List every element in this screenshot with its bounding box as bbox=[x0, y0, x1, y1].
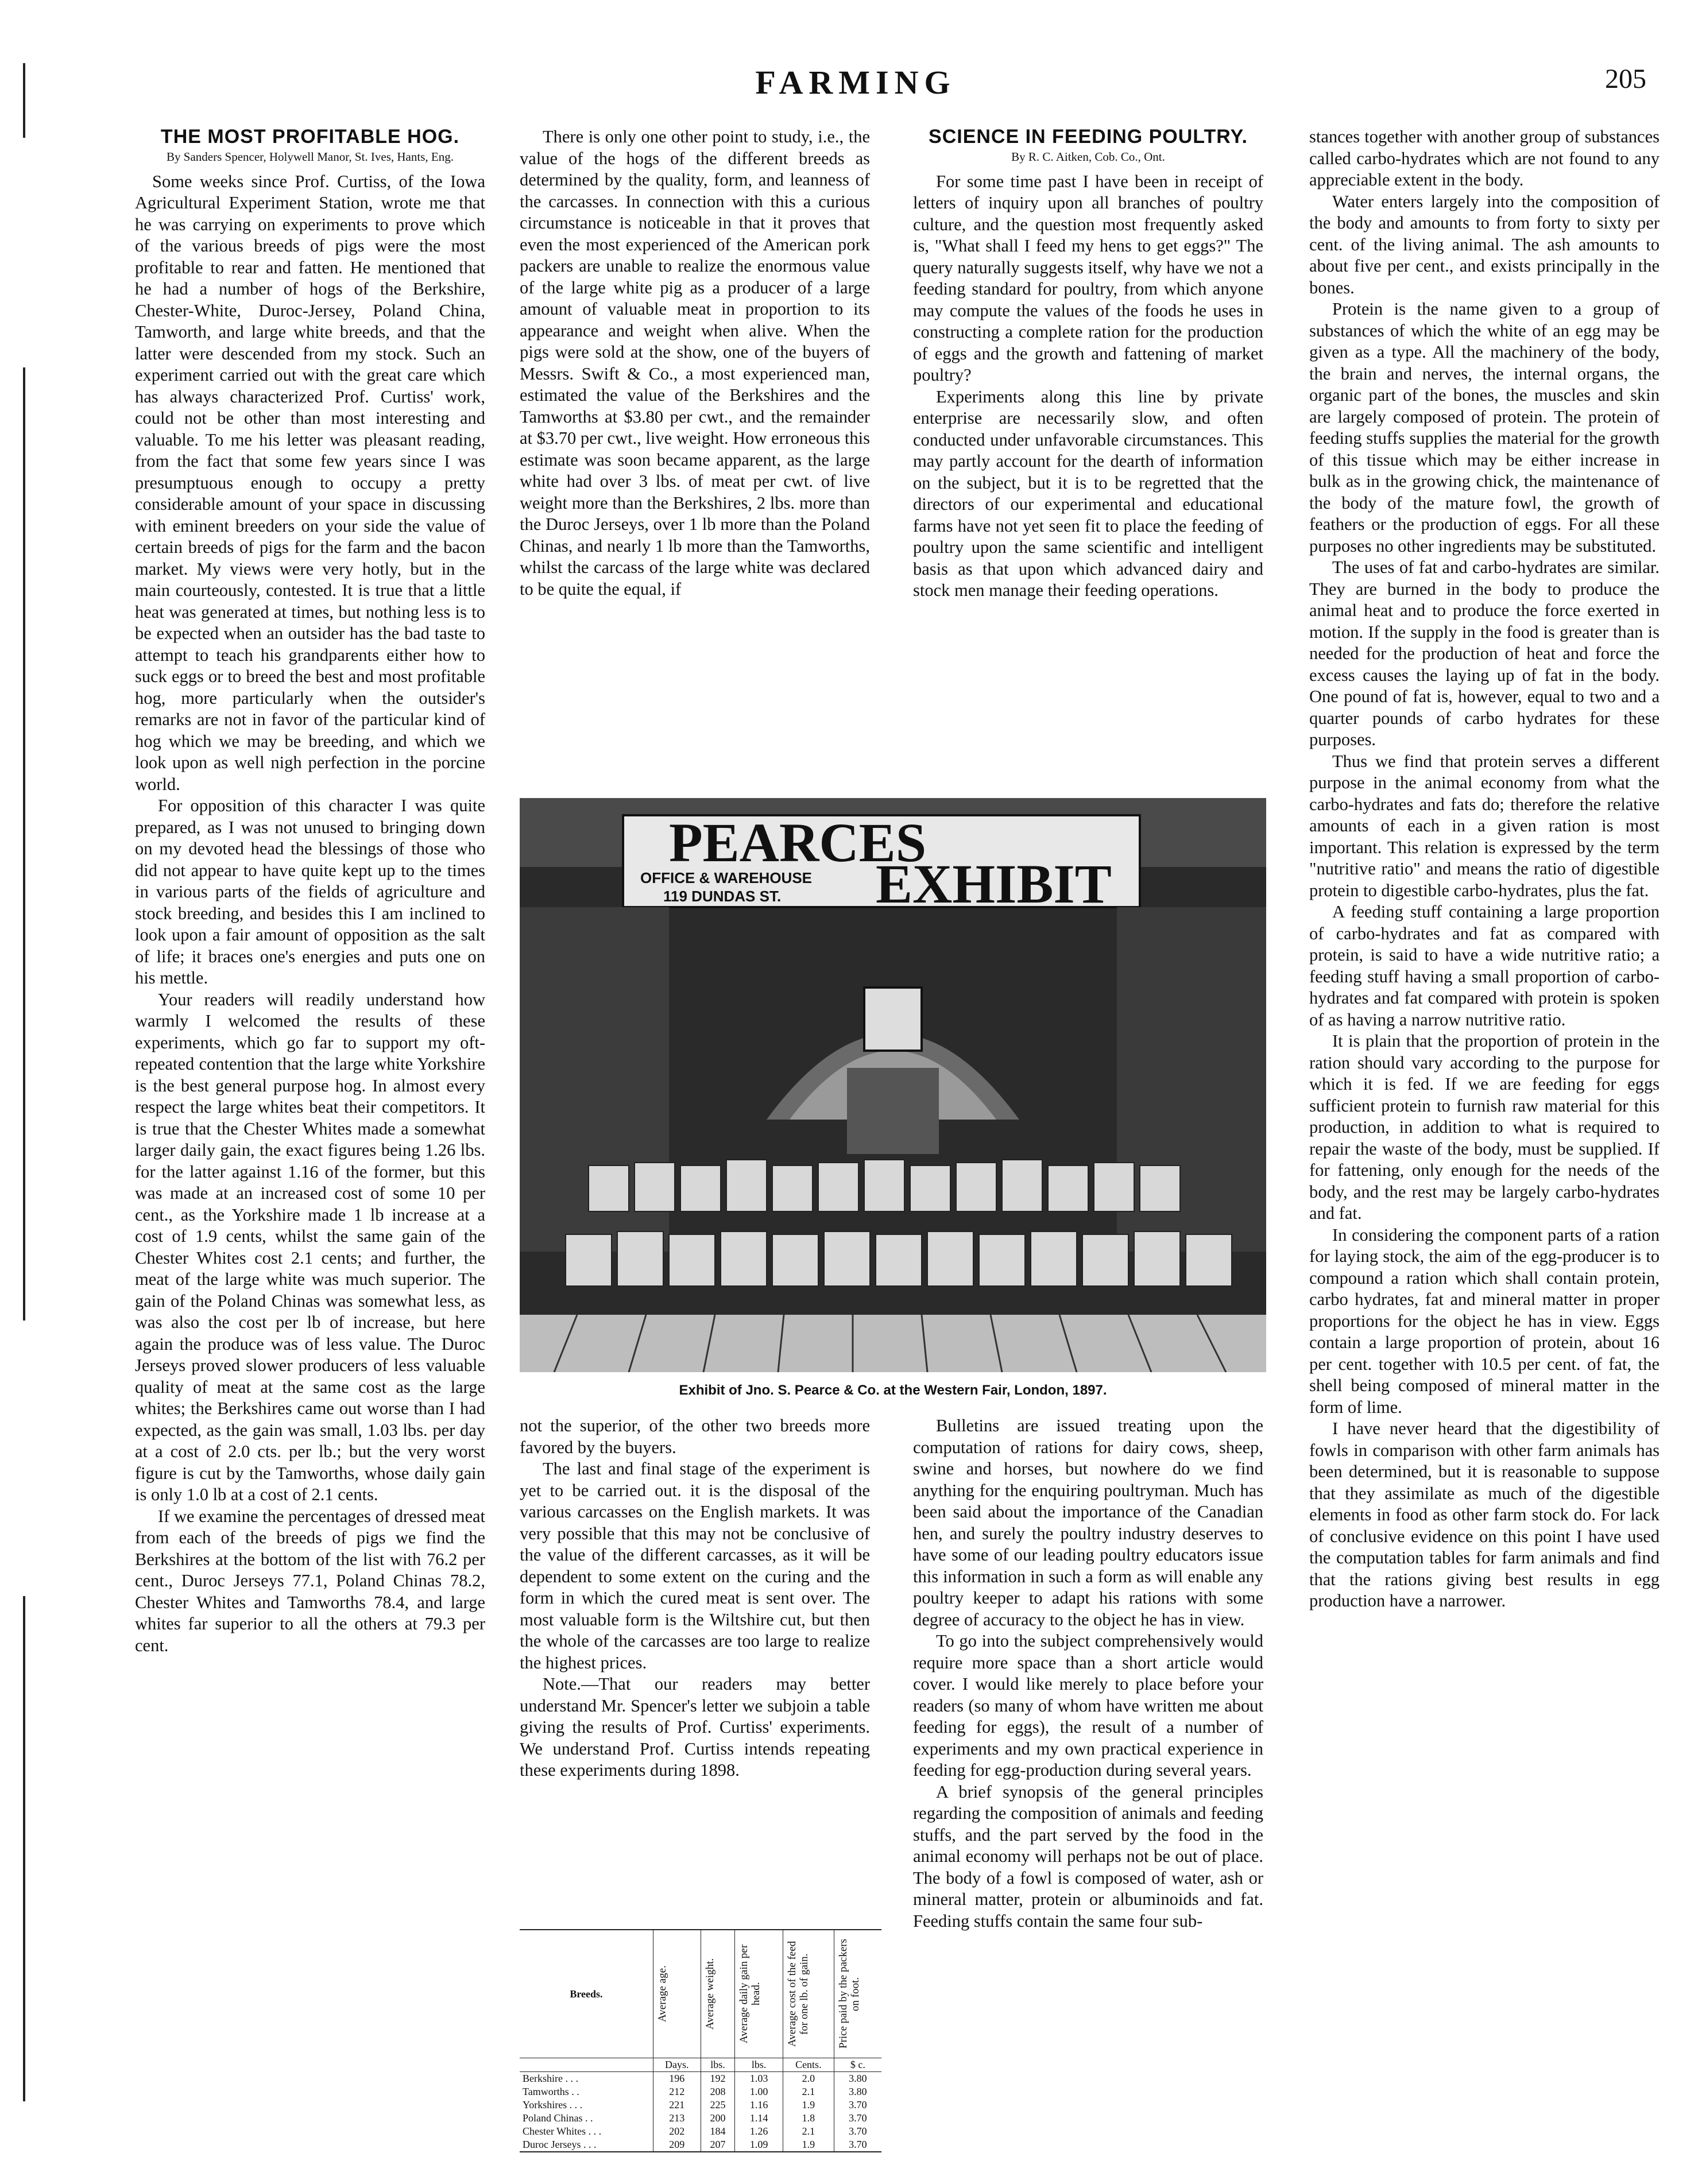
age-value: 221 bbox=[653, 2098, 701, 2112]
page-title: FARMING bbox=[755, 64, 956, 101]
paragraph: Some weeks since Prof. Curtiss, of the Iowa Agricultural Experiment Station, wrote me that he was carrying on experiments to prove which of the various breeds of pigs were the most profitable to rear and fatten. He mentioned that he had a number of hogs of the Berkshire, Chester-White, Duroc-Jersey, Poland China, Tamworth, and large white breeds, and that the latter were descended from my stock. Such an experiment carried out with the great care which has always characterized Prof. Curtiss' work, could not be other than most interesting and valuable. To me his letter was pleasant reading, from the fact that some few years since I was presumptuous enough to occupy a pretty considerable amount of your space in discussing with eminent breeders on your side the value of certain breeds of pigs for the farm and the bacon market. My views were very hotly, but in the main courteously, contested. It is true that a little heat was generated at times, but nothing less is to be expected when an outsider has the bad taste to attempt to teach his grandparents either how to suck eggs or to breed the best and most profitable hog, more particularly when the outsider's remarks are not in favor of the particular kind of hog which we may be breeding, and which we look upon as well nigh perfection in the porcine world. bbox=[135, 171, 485, 794]
paragraph: The uses of fat and carbo-hydrates are similar. They are burned in the body to produce the animal heat and to produce the force exerted in motion. If the supply in the food is greater than is needed for the production of heat and force the excess causes the laying up of fat in the body. One pound of fat is, however, equal to two and a quarter pounds of carbo hydrates for these purposes. bbox=[1309, 557, 1660, 749]
age-value: 213 bbox=[653, 2112, 701, 2125]
figure-caption: Exhibit of Jno. S. Pearce & Co. at the Western Fair, London, 1897. bbox=[679, 1383, 1107, 1398]
cost-value: 2.1 bbox=[783, 2125, 834, 2138]
price-value: 3.70 bbox=[834, 2138, 881, 2152]
price-value: 3.80 bbox=[834, 2072, 881, 2086]
price-value: 3.80 bbox=[834, 2085, 881, 2098]
page-number: 205 bbox=[1605, 64, 1646, 94]
header-price: Price paid by the packers on foot. bbox=[834, 1930, 881, 2058]
paragraph: stances together with another group of substances called carbo-hydrates which are not found to any appreciable extent in the body. bbox=[1309, 127, 1660, 189]
article1-column-2-continued bbox=[520, 1415, 870, 1782]
article1-column-1 bbox=[135, 126, 485, 1656]
paragraph: The last and final stage of the experiment is yet to be carried out. it is the disposal of the various carcasses on the English markets. It was very possible that this may not be conclusive of the value of the different carcasses, as it will be dependent to some extent on the curing and the form in which the cured meat is sent over. The most valuable form is the Wiltshire cut, but then the whole of the carcasses are too large to realize the highest prices. bbox=[520, 1459, 870, 1672]
exhibit-photograph bbox=[520, 798, 1266, 1372]
weight-value: 225 bbox=[701, 2098, 735, 2112]
paragraph: Water enters largely into the composition of the body and amounts to from forty to sixty per cent. of the living animal. The ash amounts to about five per cent., and exists principally in the bones. bbox=[1309, 191, 1660, 297]
cost-value: 1.8 bbox=[783, 2112, 834, 2125]
unit-cost: Cents. bbox=[783, 2058, 834, 2072]
price-value: 3.70 bbox=[834, 2098, 881, 2112]
gain-value: 1.16 bbox=[735, 2098, 783, 2112]
gain-value: 1.09 bbox=[735, 2138, 783, 2152]
article1-byline: By Sanders Spencer, Holywell Manor, St. Ives, Hants, Eng. bbox=[167, 149, 454, 164]
article2-column-3 bbox=[1309, 126, 1660, 1612]
unit-blank bbox=[520, 2058, 653, 2072]
breed-name: Tamworths . . bbox=[523, 2086, 579, 2097]
breed-name: Duroc Jerseys . . . bbox=[520, 2138, 653, 2152]
paragraph: I have never heard that the digestibility of fowls in comparison with other farm animals has been determined, but it is reasonable to suppose that they assimilate as much of the digestible elements in food as other farm stock do. For lack of conclusive evidence on this point I have used the computation tables for farm animals and find that the rations giving best results in egg production have a narrower. bbox=[1309, 1419, 1660, 1610]
cost-value: 1.9 bbox=[783, 2138, 834, 2152]
gain-value: 1.14 bbox=[735, 2112, 783, 2125]
paragraph: There is only one other point to study, i.e., the value of the hogs of the different breeds as determined by the quality, form, and leanness of the carcasses. In connection with this a curious circumstance is noticeable in that it proves that even the most experienced of the American pork packers are unable to realize the enormous value of the large white pig as a producer of a large amount of valuable meat in proportion to its appearance and weight when alive. When the pigs were sold at the show, one of the buyers of Messrs. Swift & Co., a most experienced man, estimated the value of the Berkshires and the Tamworths at $3.80 per cwt., and the remainder at $3.70 per cwt., live weight. How erroneous this estimate was soon became apparent, as the large white had over 3 lbs. of meat per cwt. of live weight more than the Berkshires, 2 lbs. more than the Duroc Jerseys, over 1 lb more than the Poland Chinas, and nearly 1 lb more than the Tamworths, whilst the carcass of the large white was declared to be quite the equal, if bbox=[520, 127, 870, 599]
weight-value: 192 bbox=[701, 2072, 735, 2086]
paragraph: not the superior, of the other two breeds more favored by the buyers. bbox=[520, 1416, 870, 1457]
age-value: 196 bbox=[653, 2072, 701, 2086]
paragraph: If we examine the percentages of dressed meat from each of the breeds of pigs we find the Berkshires at the bottom of the list with 76.2 per cent., Duroc Jerseys 77.1, Poland Chinas 78.2, Chester Whites and Tamworths 78.4, and large whites far superior to all the others at 79.3 per cent. bbox=[135, 1506, 485, 1655]
paragraph: Experiments along this line by private enterprise are necessarily slow, and often conducted under unfavorable circumstances. This may partly account for the dearth of information on the subject, but it is to be regretted that the directors of our experimental and educational farms have not yet seen fit to place the feeding of poultry upon the same scientific and intelligent basis as that upon which advanced dairy and stock men manage their feeding operations. bbox=[913, 386, 1263, 600]
weight-value: 200 bbox=[701, 2112, 735, 2125]
gain-value: 1.26 bbox=[735, 2125, 783, 2138]
breed-name: Chester Whites . . . bbox=[523, 2125, 602, 2137]
sign-word-exhibit: EXHIBIT bbox=[876, 853, 1112, 915]
unit-price: $ c. bbox=[834, 2058, 881, 2072]
margin-rule-middle bbox=[23, 367, 25, 1321]
sign-office: OFFICE & WAREHOUSE bbox=[640, 869, 813, 886]
paragraph: In considering the component parts of a ration for laying stock, the aim of the egg-producer is to compound a ration which shall contain protein, carbo hydrates, fat and mineral matter in proper proportions for the object he has in view. Eggs contain a large proportion of protein, about 16 per cent. together with 10.5 per cent. of fat, the shell being composed of mineral matter in the form of lime. bbox=[1309, 1225, 1660, 1417]
article1-title: THE MOST PROFITABLE HOG. bbox=[160, 126, 460, 148]
weight-value: 184 bbox=[701, 2125, 735, 2138]
paragraph: To go into the subject comprehensively would require more space than a short article would cover. I would like merely to place before your readers (so many of whom have written me about feeding for eggs), the result of a number of experiments and my own practical experience in feeding for egg-production during several years. bbox=[913, 1631, 1263, 1780]
margin-rule-bottom bbox=[23, 1596, 25, 2101]
cost-value: 1.9 bbox=[783, 2098, 834, 2112]
paragraph: For some time past I have been in receipt of letters of inquiry upon all branches of poultry culture, and the question most frequently asked is, "What shall I feed my hens to get eggs?" The query naturally suggests itself, why have we not a feeding standard for poultry, from which anyone may compute the values of the foods he uses in constructing a complete ration for the production of eggs and the growth and fattening of market poultry? bbox=[913, 171, 1263, 385]
header-breeds: Breeds. bbox=[520, 1930, 653, 2058]
price-value: 3.70 bbox=[834, 2112, 881, 2125]
paragraph: Protein is the name given to a group of substances of which the white of an egg may be given as a type. All the machinery of the body, the brain and nerves, the internal organs, the organic part of the bones, the muscles and skin are largely composed of protein. The protein of feeding stuffs supplies the material for the growth of this tissue which may be either increase in bulk as in the growing chick, the maintenance of the body of the mature fowl, the growth of feathers or the production of eggs. For all these purposes no other ingredients may be substituted. bbox=[1309, 299, 1660, 556]
paragraph: It is plain that the proportion of protein in the ration should vary according to the purpose for which it is fed. If we are feeding for eggs sufficient protein to furnish raw material for this production, in addition to what is required to repair the waste of the body, must be supplied. If for fattening, only enough for the needs of the body, and the rest may be largely carbo-hydrates and fat. bbox=[1309, 1031, 1660, 1223]
table-row bbox=[520, 2138, 881, 2152]
weight-value: 208 bbox=[701, 2085, 735, 2098]
note-paragraph: Note.—That our readers may better understand Mr. Spencer's letter we subjoin a table giving the results of Prof. Curtiss' experiments. We understand Prof. Curtiss intends repeating these experiments during 1898. bbox=[520, 1674, 870, 1780]
breed-name: Berkshire . . . bbox=[523, 2073, 578, 2084]
weight-value: 207 bbox=[701, 2138, 735, 2152]
breeds-results-table bbox=[520, 1929, 881, 2152]
age-value: 209 bbox=[653, 2138, 701, 2152]
unit-age: Days. bbox=[653, 2058, 701, 2072]
paragraph: Thus we find that protein serves a different purpose in the animal economy from what the carbo-hydrates and fats do; therefore the relative amounts of each in a given ration is most important. This relation is expressed by the term "nutritive ratio" and means the ratio of digestible protein to digestible carbo-hydrates, plus the fat. bbox=[1309, 751, 1660, 900]
article2-column-1 bbox=[913, 126, 1263, 602]
article2-byline: By R. C. Aitken, Cob. Co., Ont. bbox=[1011, 149, 1165, 164]
breed-name: Poland Chinas . . bbox=[523, 2112, 593, 2124]
header-cost: Average cost of the feed for one lb. of gain. bbox=[783, 1930, 834, 2058]
table-row bbox=[520, 2085, 881, 2098]
article2-column-2 bbox=[913, 1415, 1263, 1932]
header-daily-gain: Average daily gain per head. bbox=[735, 1930, 783, 2058]
cost-value: 2.0 bbox=[783, 2072, 834, 2086]
paragraph: Your readers will readily understand how warmly I welcomed the results of these experiments, which go far to support my oft-repeated contention that the large white Yorkshire is the best general purpose hog. In almost every respect the large whites beat their competitors. It is true that the Chester Whites made a somewhat larger daily gain, the exact figures being 1.26 lbs. for the latter against 1.16 of the former, but this was made at an increased cost of some 10 per cent., as the Yorkshire made 1 lb increase at a cost of 1.9 cents, whilst the same gain of the Chester Whites cost 2.1 cents; and further, the meat of the large white was much superior. The gain of the Poland Chinas was somewhat less, as was also the cost per lb of increase, but here again the produce was of less value. The Duroc Jerseys proved slower producers of less valuable quality of meat at the same cost as the large whites; the Berkshires came out worse than I had expected, as the gain was small, 1.03 lbs. per day at a cost of 2.0 cts. per lb.; but the very worst figure is cut by the Tamworths, whose daily gain is only 1.0 lb at a cost of 2.1 cents. bbox=[135, 989, 485, 1504]
header-weight: Average weight. bbox=[701, 1930, 735, 2058]
unit-daily-gain: lbs. bbox=[735, 2058, 783, 2072]
article2-title: SCIENCE IN FEEDING POULTRY. bbox=[929, 126, 1248, 148]
table-row bbox=[520, 2125, 881, 2138]
sign-address: 119 DUNDAS ST. bbox=[663, 888, 782, 905]
table-row bbox=[520, 2072, 881, 2086]
paragraph: For opposition of this character I was quite prepared, as I was not unused to bringing down on my devoted head the blessings of those who did not appear to have quite kept up to the times in various parts of the fields of agriculture and stock breeding, and besides this I am inclined to look upon a fair amount of opposition as the salt of life; it braces one's energies and puts one on his mettle. bbox=[135, 796, 485, 988]
gain-value: 1.03 bbox=[735, 2072, 783, 2086]
cost-value: 2.1 bbox=[783, 2085, 834, 2098]
breed-name: Yorkshires . . . bbox=[523, 2099, 583, 2111]
paragraph: A brief synopsis of the general principles regarding the composition of animals and feeding stuffs, and the part served by the food in the animal economy will perhaps not be out of place. The body of a fowl is composed of water, ash or mineral matter, protein or albuminoids and fat. Feeding stuffs contain the same four sub- bbox=[913, 1782, 1263, 1931]
age-value: 202 bbox=[653, 2125, 701, 2138]
exhibit-illustration bbox=[520, 798, 1266, 1372]
sign-word-pearces: PEARCES bbox=[669, 812, 927, 873]
unit-weight: lbs. bbox=[701, 2058, 735, 2072]
price-value: 3.70 bbox=[834, 2125, 881, 2138]
age-value: 212 bbox=[653, 2085, 701, 2098]
page-header bbox=[0, 63, 1698, 109]
gain-value: 1.00 bbox=[735, 2085, 783, 2098]
table-row bbox=[520, 2098, 881, 2112]
table-row bbox=[520, 2112, 881, 2125]
paragraph: Bulletins are issued treating upon the computation of rations for dairy cows, sheep, swine and horses, but nowhere do we find anything for the enquiring poultryman. Much has been said about the importance of the Canadian hen, and surely the poultry industry deserves to have some of our leading poultry educators issue this information in such a form as will enable any poultry keeper to adapt his rations with some degree of accuracy to the object he has in view. bbox=[913, 1416, 1263, 1629]
header-age: Average age. bbox=[653, 1930, 701, 2058]
article1-column-2 bbox=[520, 126, 870, 600]
paragraph: A feeding stuff containing a large proportion of carbo-hydrates and fat as compared with protein, is said to have a wide nutritive ratio; a feeding stuff having a small proportion of carbo-hydrates and fat compared with protein is spoken of as having a narrow nutritive ratio. bbox=[1309, 902, 1660, 1029]
